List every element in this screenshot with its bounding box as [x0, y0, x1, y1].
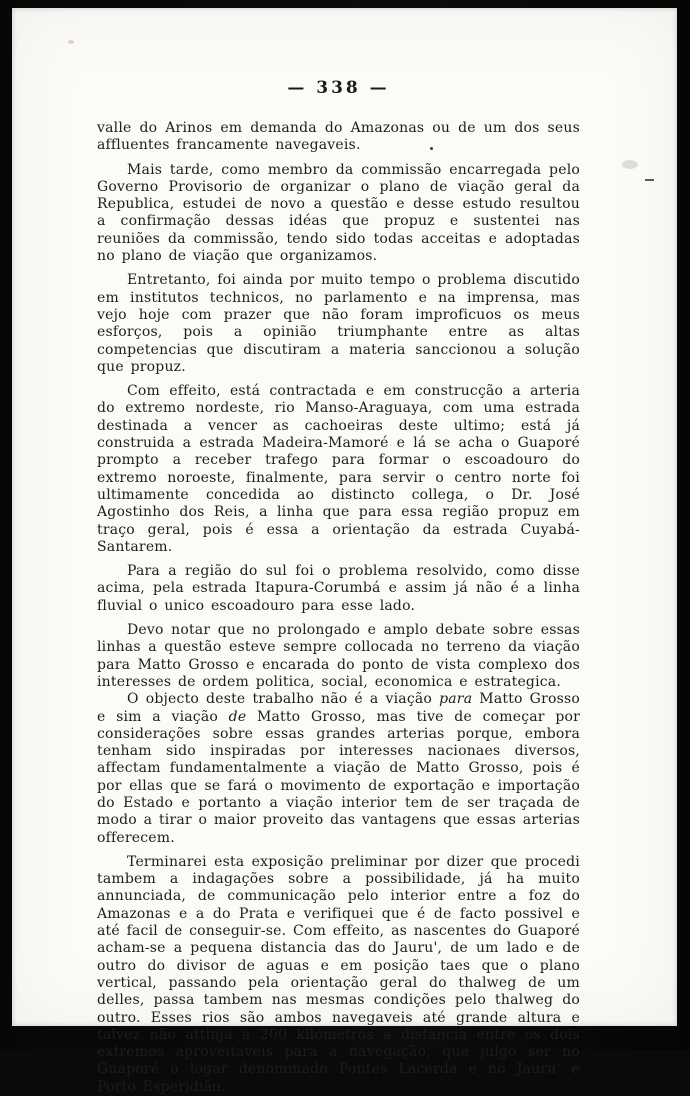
scan-artifact [622, 160, 638, 169]
scan-artifact [68, 40, 74, 44]
paragraph [97, 383, 580, 556]
paragraph-text: Mais tarde, como membro da commissão encarregada pelo Governo Provisorio de organizar o plano de viação geral da Republica, estudei de novo a questão e desse estudo resultou a confirmação dessas idéas que propuz e sustentei nas reuniões da commissão, tendo sido todas acceitas e adoptadas no plano de viação que organizamos. [97, 161, 580, 265]
paragraph [97, 272, 580, 376]
paragraph-text: Para a região do sul foi o problema resolvido, como disse acima, pela estrada Itapura-Corumbá e assim já não é a linha fluvial o unico escoadouro para esse lado. [97, 563, 580, 614]
book-page [12, 8, 677, 1095]
paragraph [97, 691, 580, 847]
paragraph [97, 854, 580, 1096]
paragraph-text: Devo notar que no prolongado e amplo debate sobre essas linhas a questão esteve sempre collocada no terreno da viação para Matto Grosso e encarada do ponto de vista complexo dos interesses de ordem politica, social, economica e estrategica. [97, 622, 580, 690]
paragraph [97, 162, 580, 266]
paragraph-text: valle do Arinos em demanda do Amazonas ou de um dos seus affluentes francamente navegaveis. [97, 120, 580, 154]
paragraph-text: Matto Grosso, mas tive de começar por considerações sobre essas grandes arterias porque, embora tenham sido inspiradas por interesses nacionaes diversos, affectam fundamentalmente a viação de Matto Grosso, pois é por ellas que se fará o movimento de exportação e importação do Estado e portanto a viação interior tem de ser traçada de modo a tirar o maior proveito das vantagens que essas arterias offerecem. [97, 708, 580, 846]
text-block [97, 120, 580, 1096]
page-number: — 338 — [287, 78, 390, 98]
page-content [97, 8, 580, 1096]
paragraph-text: O objecto deste trabalho não é a viação [127, 691, 440, 708]
paragraph [97, 563, 580, 615]
paragraph-text: Com effeito, está contractada e em construcção a arteria do extremo nordeste, rio Manso-Araguaya, com uma estrada destinada a vencer as cachoeiras deste ultimo; está já construida a estrada Madeira-Mamoré e lá se acha o Guaporé prompto a receber trafego para formar o escoadouro do extremo noroeste, finalmente, para servir o centro norte foi ultimamente concedida ao distincto collega, o Dr. José Agostinho dos Reis, a linha que para essa região propuz em traço geral, pois é essa a orientação da estrada Cuyabá-Santarem. [97, 383, 580, 555]
paragraph [97, 622, 580, 691]
scan-artifact [645, 179, 654, 181]
italic-word: de [228, 708, 247, 725]
paragraph [97, 120, 580, 155]
paragraph-text: Matto Grosso e sim a viação [97, 691, 580, 725]
paragraph-text: Entretanto, foi ainda por muito tempo o problema discutido em institutos technicos, no parlamento e na imprensa, mas vejo hoje com prazer que não foram improficuos os meus esforços, pois a opinião triumphante entre as altas competencias que discutiram a materia sanccionou a solução que propuz. [97, 272, 580, 375]
paragraph-text: Terminarei esta exposição preliminar por dizer que procedi tambem a indagações sobre a possibilidade, já ha muito annunciada, de communicação pelo interior entre a foz do Amazonas e a do Prata e verifiquei que é de facto possivel e até facil de conseguir-se. Com effeito, as nascentes do Guaporé acham-se a pequena distancia das do Jauru', de um lado e de outro do divisor de aguas e em posição taes que o plano vertical, passando pela orientação geral do thalweg de um delles, passa tambem nas mesmas condições pelo thalweg do outro. Esses rios são ambos navegaveis até grande altura e talvez não attinja a 200 kilometros a distancia entre os dois extremos aproveitaveis para a navegação, que julgo ser no Guaporé o logar denominado Pontes Lacerda e no Jauru' e Porto Esperidião. [97, 853, 580, 1095]
italic-word: para [439, 691, 473, 708]
